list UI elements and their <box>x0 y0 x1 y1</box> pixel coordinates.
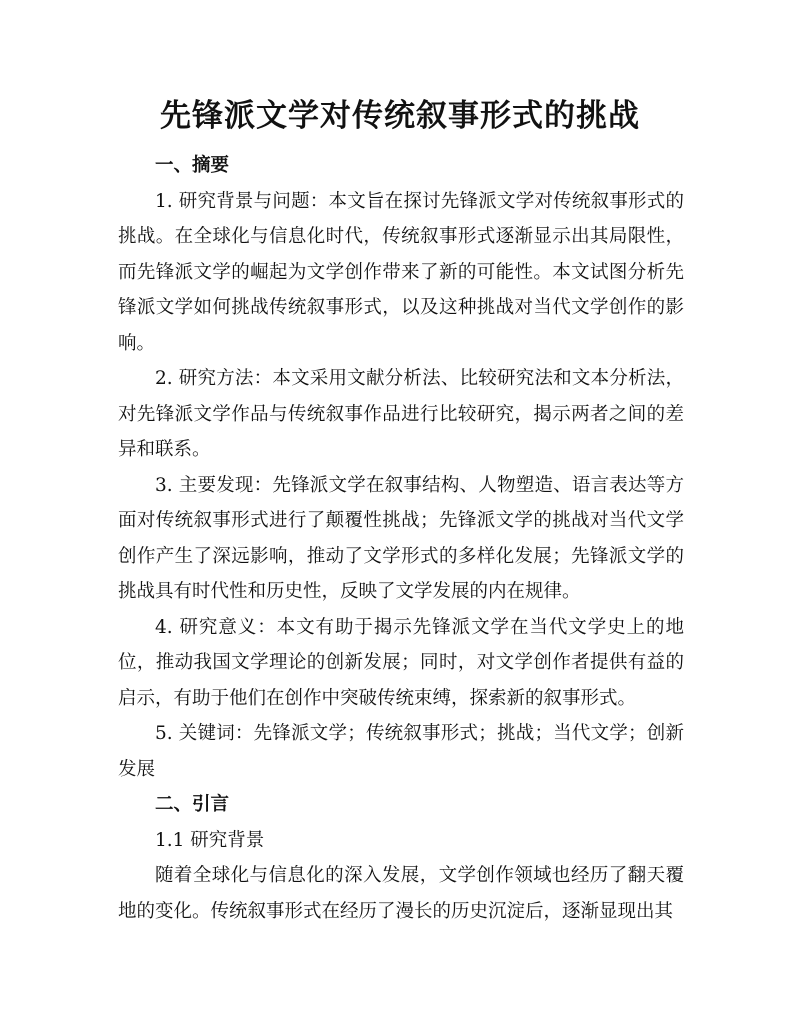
abstract-item-significance: 4. 研究意义：本文有助于揭示先锋派文学在当代文学史上的地位，推动我国文学理论的创新发展；同时，对文学创作者提供有益的启示，有助于他们在创作中突破传统束缚，探索新的叙事形式。 <box>118 616 684 709</box>
document-body <box>118 148 684 929</box>
document-title: 先锋派文学对传统叙事形式的挑战 <box>160 98 640 134</box>
subsection-heading-background: 1.1 研究背景 <box>155 829 265 851</box>
section-heading-abstract: 一、摘要 <box>155 155 230 176</box>
abstract-item-methods: 2. 研究方法：本文采用文献分析法、比较研究法和文本分析法，对先锋派文学作品与传统叙事作品进行比较研究，揭示两者之间的差异和联系。 <box>118 368 684 460</box>
intro-paragraph: 随着全球化与信息化的深入发展，文学创作领域也经历了翻天覆地的变化。传统叙事形式在经历了漫长的历史沉淀后，逐渐显现出其 <box>118 865 684 922</box>
abstract-item-keywords: 5. 关键词：先锋派文学；传统叙事形式；挑战；当代文学；创新发展 <box>118 723 684 780</box>
abstract-item-findings: 3. 主要发现：先锋派文学在叙事结构、人物塑造、语言表达等方面对传统叙事形式进行了颠覆性挑战；先锋派文学的挑战对当代文学创作产生了深远影响，推动了文学形式的多样化发展；先锋派文学的挑战具有时代性和历史性，反映了文学发展的内在规律。 <box>118 474 684 602</box>
section-heading-introduction: 二、引言 <box>155 794 230 815</box>
abstract-item-background: 1. 研究背景与问题：本文旨在探讨先锋派文学对传统叙事形式的挑战。在全球化与信息化时代，传统叙事形式逐渐显示出其局限性，而先锋派文学的崛起为文学创作带来了新的可能性。本文试图分析先锋派文学如何挑战传统叙事形式，以及这种挑战对当代文学创作的影响。 <box>118 190 684 354</box>
